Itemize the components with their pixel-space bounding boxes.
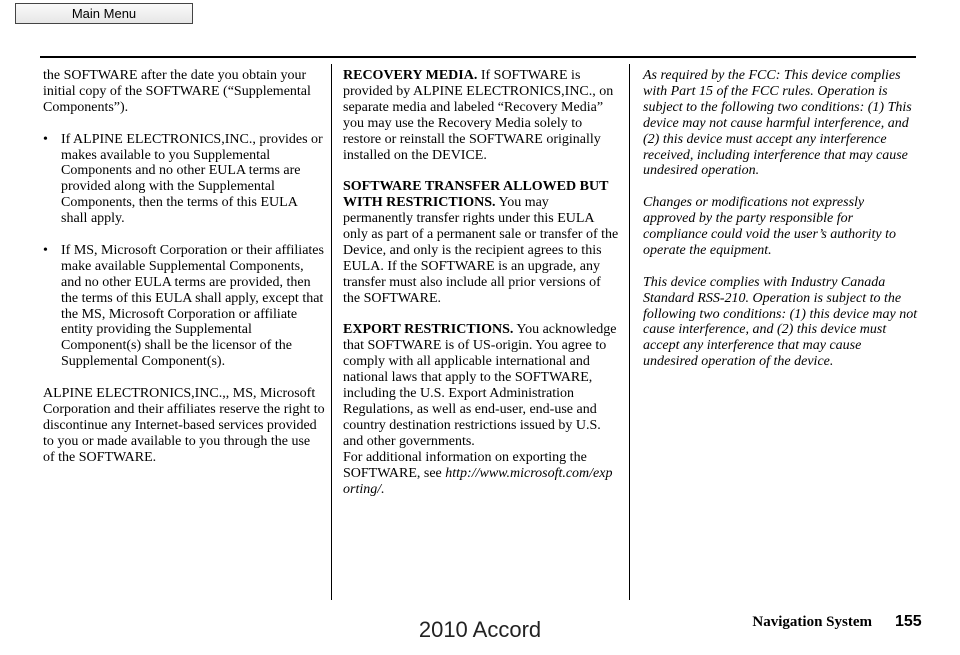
column-divider-1 [331, 64, 332, 600]
paragraph-export-info [343, 450, 619, 498]
main-menu-button[interactable]: Main Menu [15, 3, 193, 24]
recovery-heading: RECOVERY MEDIA. [343, 68, 478, 83]
bullet-dot-2: • [43, 242, 48, 258]
bullet-dot-1: • [43, 131, 48, 147]
paragraph-industry-canada: This device complies with Industry Canada Standard RSS-210. Operation is subject to the following two conditions: (1) this device may not cause interference, and (2) this device must accept any interference that may cause undesired operation of the device. [643, 274, 918, 370]
paragraph-discontinue-services: ALPINE ELECTRONICS,INC.,, MS, Microsoft Corporation and their affiliates reserve the right to discontinue any Internet-based services provided to you or made available to you through the use of the SOFTWARE. [43, 386, 325, 465]
paragraph-recovery-media [343, 68, 619, 163]
bullet-text-1: If ALPINE ELECTRONICS,INC., provides or makes available to you Supplemental Components and no other EULA terms are provided along with the Supplemental Components, then the terms of this EULA shall apply. [61, 131, 323, 227]
paragraph-fcc-compliance: As required by the FCC: This device complies with Part 15 of the FCC rules. Operation is subject to the following two conditions: (1) This device may not cause harmful interference, and (2) this device must accept any interference received, including interference that may cause undesired operation. [643, 68, 912, 179]
bullet-ms-supplemental [43, 243, 325, 370]
page-number: 155 [895, 613, 922, 630]
export-text: You acknowledge that SOFTWARE is of US-origin. You agree to comply with all applicable international and national laws that apply to the SOFTWARE, including the U.S. Export Administration Regulations, as well as end-user, end-use and country destination restrictions issued by U.S. and other governments. [343, 322, 617, 449]
recovery-text: If SOFTWARE is provided by ALPINE ELECTRONICS,INC., on separate media and labeled “Recovery Media” you may use the Recovery Media solely to restore or reinstall the SOFTWARE originally installed on the DEVICE. [343, 68, 614, 163]
export-link[interactable]: http://www.microsoft.com/exporting/. [343, 465, 613, 497]
paragraph-software-transfer [343, 179, 619, 306]
bullet-alpine-supplemental [43, 132, 325, 227]
paragraph-fcc-modifications: Changes or modifications not expressly approved by the party responsible for compliance could void the user’s authority to operate the equipment. [643, 195, 896, 258]
footer-section-title: Navigation System [752, 614, 872, 630]
column-middle [343, 68, 619, 513]
transfer-text: You may permanently transfer rights under this EULA only as part of a permanent sale or transfer of the Device, and only is the recipient agrees to this EULA. If the SOFTWARE is an upgrade, any transfer must also include all prior versions of the SOFTWARE. [343, 195, 619, 306]
column-left [43, 68, 325, 482]
column-divider-2 [629, 64, 630, 600]
top-divider [40, 56, 916, 58]
bullet-text-2: If MS, Microsoft Corporation or their affiliates make available Supplemental Components, and no other EULA terms are provided, then the terms of this EULA shall apply, except that the MS, Microsoft Corporation or affiliate entity providing the Supplemental Component(s) shall be the licensor of the Supplemental Component(s). [61, 242, 324, 370]
export-more-text: For additional information on exporting the SOFTWARE, see [343, 449, 587, 481]
paragraph-supplemental-intro: the SOFTWARE after the date you obtain your initial copy of the SOFTWARE (“Supplemental Components”). [43, 68, 311, 115]
footer-model-watermark: 2010 Accord [418, 617, 542, 642]
transfer-heading: SOFTWARE TRANSFER ALLOWED BUT WITH RESTRICTIONS. [343, 179, 609, 211]
export-heading: EXPORT RESTRICTIONS. [343, 322, 514, 338]
paragraph-export-restrictions [343, 322, 619, 449]
column-right [643, 68, 919, 386]
